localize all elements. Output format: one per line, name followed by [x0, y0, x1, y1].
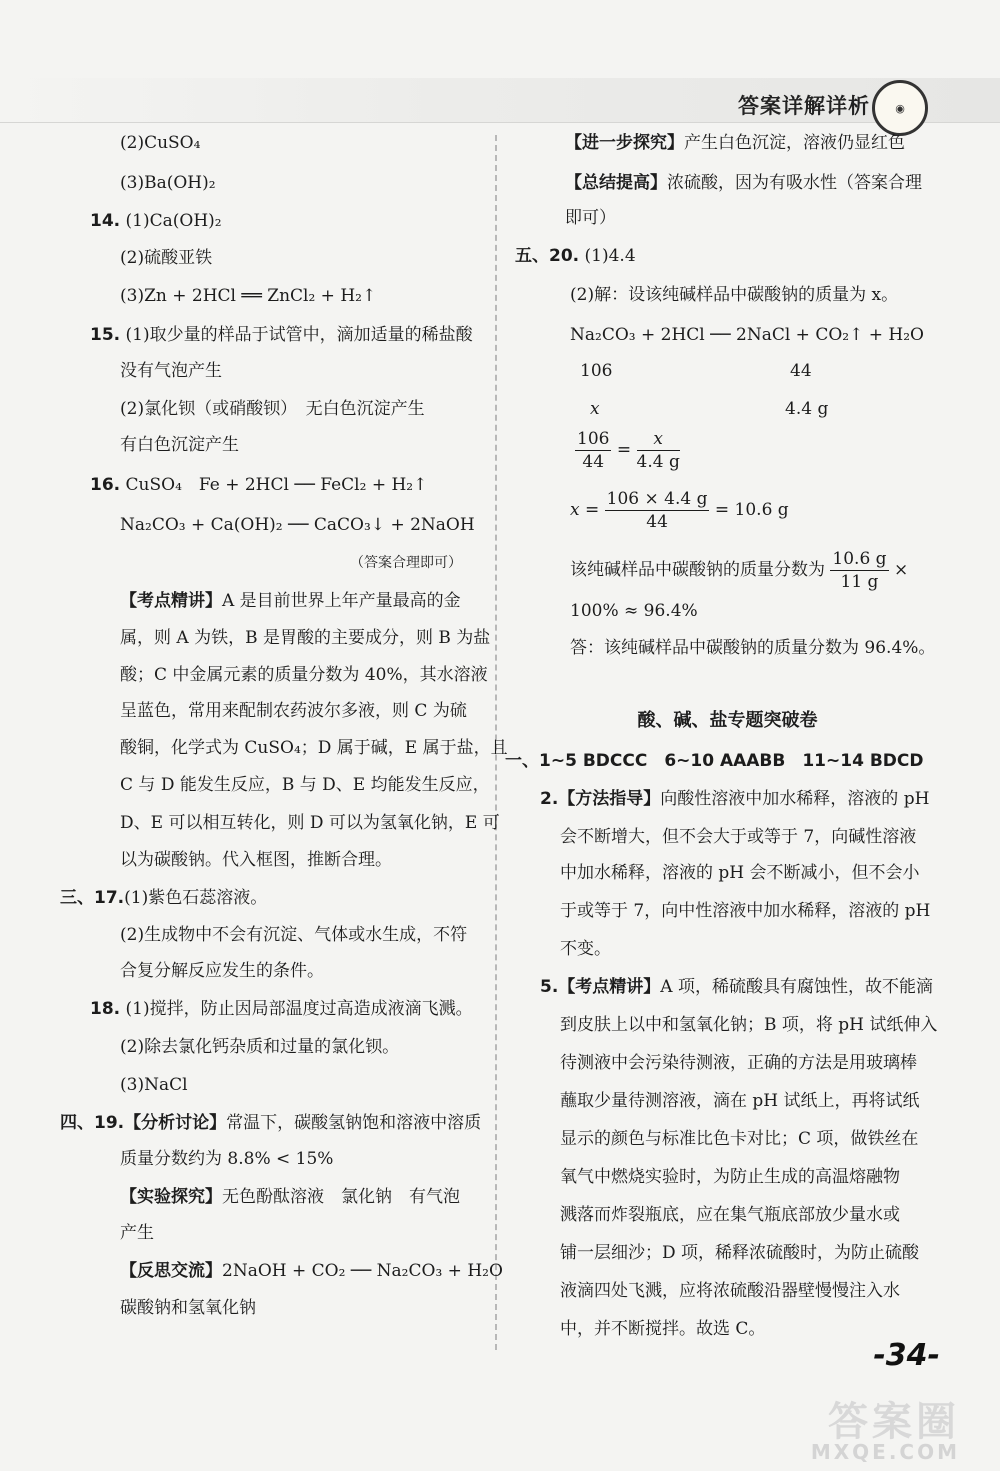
answer-line: (2)除去氯化钙杂质和过量的氯化钡。: [120, 1037, 400, 1057]
analysis-line: 铺一层细沙；D 项，稀释浓硫酸时，为防止硫酸: [560, 1243, 920, 1263]
analysis-line: 氧气中燃烧实验时，为防止生成的高温熔融物: [560, 1167, 900, 1187]
analysis-line: 于或等于 7，向中性溶液中加水稀释，溶液的 pH: [560, 901, 931, 921]
calculation-equation: x = $\frac{106 \times 4.4 g}{44}$ = 10.6 g: [570, 489, 789, 532]
analysis-line: 属，则 A 为铁，B 是胃酸的主要成分，则 B 为盐: [120, 628, 491, 648]
analysis-line: 呈蓝色，常用来配制农药波尔多液，则 C 为硫: [120, 701, 467, 721]
analysis-line: 【考点精讲】A 是目前世界上年产量最高的金: [120, 591, 461, 611]
solution-line: 100% ≈ 96.4%: [570, 601, 698, 621]
page-header-title: 答案详解详析: [738, 94, 870, 118]
watermark-logo: 答案圈: [828, 1399, 960, 1445]
answer-line: (2)硫酸亚铁: [120, 248, 213, 268]
answer-line: (2)生成物中不会有沉淀、气体或水生成，不符: [120, 925, 468, 945]
answer-line: 【进一步探究】产生白色沉淀，溶液仍显红色: [565, 133, 905, 153]
answer-line: 【反思交流】2NaOH + CO₂ ── Na₂CO₃ + H₂O: [120, 1261, 503, 1281]
question-5: 5.【考点精讲】A 项，稀硫酸具有腐蚀性，故不能滴: [540, 977, 933, 997]
ratio-value: x: [590, 399, 600, 419]
analysis-line: C 与 D 能发生反应，B 与 D、E 均能发生反应，: [120, 775, 490, 795]
answer-line: 有白色沉淀产生: [120, 435, 239, 455]
analysis-line: 溅落而炸裂瓶底，应在集气瓶底部放少量水或: [560, 1205, 900, 1225]
answer-line: 质量分数约为 8.8% < 15%: [120, 1149, 334, 1169]
answer-line: 产生: [120, 1223, 154, 1243]
analysis-line: 显示的颜色与标准比色卡对比；C 项，做铁丝在: [560, 1129, 919, 1149]
analysis-line: 液滴四处飞溅，应将浓硫酸沿器壁慢慢注入水: [560, 1281, 900, 1301]
analysis-line: 蘸取少量待测溶液，滴在 pH 试纸上，再将试纸: [560, 1091, 920, 1111]
answer-line: (3)Ba(OH)₂: [120, 173, 216, 193]
answer-line: 即可）: [565, 208, 616, 228]
publisher-logo-icon: ◉: [872, 80, 928, 136]
fraction: $\frac{106}{44}$: [577, 429, 610, 472]
answer-line: (2)氯化钡（或硝酸钡） 无白色沉淀产生: [120, 399, 425, 419]
fraction: $\frac{10.6 g}{11 g}$: [832, 549, 887, 592]
analysis-line: 待测液中会污染待测液，正确的方法是用玻璃棒: [560, 1053, 917, 1073]
analysis-line: 不变。: [560, 939, 611, 959]
answer-line: (3)Zn + 2HCl ══ ZnCl₂ + H₂↑: [120, 286, 377, 306]
choice-answers: 一、1~5 BDCCC 6~10 AAABB 11~14 BDCD: [505, 751, 924, 771]
answer-line: (2)CuSO₄: [120, 133, 201, 153]
question-17: 三、17.(1)紫色石蕊溶液。: [60, 888, 268, 908]
mass-fraction-line: 该纯碱样品中碳酸钠的质量分数为 $\frac{10.6 g}{11 g}$ ×: [570, 549, 909, 592]
analysis-line: 中加水稀释，溶液的 pH 会不断减小，但不会小: [560, 863, 920, 883]
fraction: $\frac{x}{4.4 g}$: [636, 429, 680, 472]
question-16: 16. CuSO₄ Fe + 2HCl ── FeCl₂ + H₂↑: [90, 475, 428, 495]
question-19: 四、19.【分析讨论】常温下，碳酸氢钠饱和溶液中溶质: [60, 1113, 482, 1133]
answer-line: 【总结提高】浓硫酸，因为有吸水性（答案合理: [565, 173, 922, 193]
answer-line: 合复分解反应发生的条件。: [120, 961, 324, 981]
section-title: 酸、碱、盐专题突破卷: [637, 710, 818, 731]
analysis-line: 酸；C 中金属元素的质量分数为 40%，其水溶液: [120, 665, 488, 685]
question-15: 15. (1)取少量的样品于试管中，滴加适量的稀盐酸: [90, 325, 473, 345]
analysis-line: 会不断增大，但不会大于或等于 7，向碱性溶液: [560, 827, 917, 847]
solution-line: (2)解：设该纯碱样品中碳酸钠的质量为 x。: [570, 285, 899, 305]
proportion-equation: $\frac{106}{44}$ = $\frac{x}{4.4 g}$: [577, 429, 680, 472]
answer-line: 没有气泡产生: [120, 361, 222, 381]
question-18: 18. (1)搅拌，防止因局部温度过高造成液滴飞溅。: [90, 999, 473, 1019]
analysis-line: 中，并不断搅拌。故选 C。: [560, 1319, 766, 1339]
chemical-equation: Na₂CO₃ + 2HCl ── 2NaCl + CO₂↑ + H₂O: [570, 325, 924, 345]
answer-line: 碳酸钠和氢氧化钠: [120, 1298, 256, 1318]
solution-answer: 答：该纯碱样品中碳酸钠的质量分数为 96.4%。: [570, 638, 936, 658]
analysis-line: 酸铜，化学式为 CuSO₄；D 属于碱，E 属于盐，且: [120, 738, 508, 758]
analysis-line: D、E 可以相互转化，则 D 可以为氢氧化钠，E 可: [120, 813, 500, 833]
page-number: -34-: [873, 1338, 940, 1373]
answer-line: 【实验探究】无色酚酞溶液 氯化钠 有气泡: [120, 1187, 460, 1207]
answer-line: (3)NaCl: [120, 1075, 188, 1095]
watermark-url: MXQE.COM: [810, 1440, 960, 1464]
ratio-value: 44: [790, 361, 812, 381]
fraction: $\frac{106 \times 4.4 g}{44}$: [606, 489, 708, 532]
question-14: 14. (1)Ca(OH)₂: [90, 211, 222, 231]
analysis-line: 以为碳酸钠。代入框图，推断合理。: [120, 850, 392, 870]
answer-note: （答案合理即可）: [350, 555, 462, 571]
analysis-line: 到皮肤上以中和氢氧化钠；B 项，将 pH 试纸伸入: [560, 1015, 938, 1035]
question-2: 2.【方法指导】向酸性溶液中加水稀释，溶液的 pH: [540, 789, 930, 809]
ratio-value: 4.4 g: [785, 399, 829, 419]
ratio-value: 106: [580, 361, 613, 381]
question-20: 五、20. (1)4.4: [515, 246, 636, 266]
answer-line: Na₂CO₃ + Ca(OH)₂ ── CaCO₃↓ + 2NaOH: [120, 515, 475, 535]
